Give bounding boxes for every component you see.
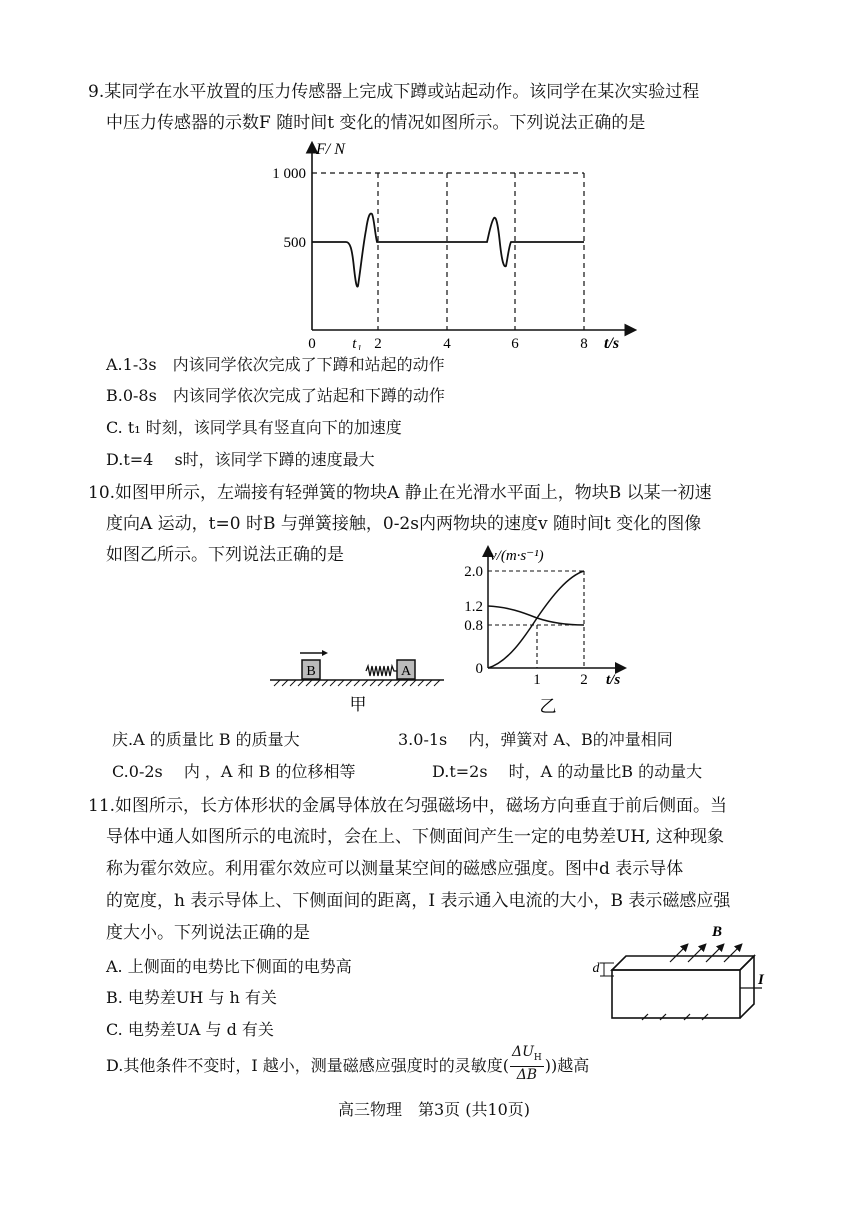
- q10-x-tick-1: 1: [533, 672, 541, 688]
- q11-frac-denominator: ΔB: [516, 1067, 538, 1084]
- q9-force-time-graph: [262, 138, 642, 350]
- q9-option-a[interactable]: A.1-3s 内该同学依次完成了下蹲和站起的动作: [106, 355, 445, 374]
- q10-caption-jia: 甲: [349, 695, 367, 714]
- q9-line-2: 中压力传感器的示数F 随时间t 变化的情况如图所示。下列说法正确的是: [106, 113, 646, 133]
- q10-line-3: 如图乙所示。下列说法正确的是: [106, 545, 344, 565]
- q11-frac-subscript: H: [533, 1052, 542, 1063]
- q10-y-axis-label: v/(m·s⁻¹): [490, 548, 544, 564]
- q10-curve-a: [488, 571, 584, 668]
- q9-force-curve: [312, 214, 584, 287]
- q10-option-d[interactable]: D.t=2s 时，A 的动量比B 的动量大: [432, 762, 703, 781]
- q9-x-axis-label: t/s: [604, 335, 620, 350]
- q11-option-d[interactable]: [106, 1042, 589, 1086]
- q10-option-b[interactable]: 3.0-1s 内，弹簧对 A、B的冲量相同: [398, 730, 673, 749]
- q11-label-b: B: [712, 924, 723, 940]
- q11-option-d-fraction: [510, 1044, 544, 1085]
- q10-option-c[interactable]: C.0-2s 内 ，A 和 B 的位移相等: [112, 762, 356, 781]
- q9-line-1: 9.某同学在水平放置的压力传感器上完成下蹲或站起动作。该同学在某次实验过程: [88, 82, 700, 102]
- q9-option-b[interactable]: B.0-8s 内该同学依次完成了站起和下蹲的动作: [106, 386, 445, 405]
- q10-x-tick-2: 2: [580, 672, 588, 688]
- q10-line-1: 10.如图甲所示，左端接有轻弹簧的物块A 静止在光滑水平面上，物块B 以某一初速: [88, 483, 712, 503]
- q11-frac-numerator: ΔU: [512, 1043, 534, 1060]
- q11-label-d: d: [592, 961, 600, 976]
- q10-block-b-label: B: [306, 664, 316, 679]
- q10-y-tick-1.2: 1.2: [464, 599, 483, 615]
- q10-y-tick-2.0: 2.0: [464, 564, 483, 580]
- q11-hall-effect-figure: [590, 918, 770, 1028]
- q9-x-tick-0: 0: [308, 336, 316, 350]
- q10-block-a-label: A: [400, 664, 412, 679]
- q11-option-c[interactable]: C. 电势差UA 与 d 有关: [106, 1020, 274, 1039]
- q10-curve-b: [488, 606, 584, 625]
- q9-x-tick-2: 2: [374, 336, 382, 350]
- q10-line-2: 度向A 运动，t=0 时B 与弹簧接触，0-2s内两物块的速度v 随时间t 变化的图像: [106, 514, 702, 534]
- q11-option-b[interactable]: B. 电势差UH 与 h 有关: [106, 988, 277, 1007]
- q9-x-tick-8: 8: [580, 336, 588, 350]
- q9-x-tick-t1: t₁: [352, 336, 362, 350]
- q10-y-tick-0.8: 0.8: [464, 618, 483, 634]
- q11-option-d-prefix: D.其他条件不变时，I 越小，测量磁感应强度时的灵敏度(: [106, 1055, 509, 1075]
- page-footer: 高三物理 第3页 (共10页): [337, 1100, 531, 1119]
- q9-option-c[interactable]: C. t₁ 时刻，该同学具有竖直向下的加速度: [106, 418, 402, 437]
- q11-line-5: 度大小。下列说法正确的是: [106, 923, 310, 943]
- q10-y-tick-0: 0: [475, 661, 483, 677]
- q10-fig-jia: [268, 640, 448, 720]
- q9-x-tick-4: 4: [443, 336, 451, 350]
- q10-option-a[interactable]: 庆.A 的质量比 B 的质量大: [112, 730, 300, 749]
- q11-conductor-front: [612, 970, 740, 1018]
- q10-velocity-time-graph: [448, 542, 648, 720]
- q9-x-tick-6: 6: [511, 336, 519, 350]
- q11-line-2: 导体中通人如图所示的电流时，会在上、下侧面间产生一定的电势差UH, 这种现象: [106, 827, 724, 847]
- q9-y-tick-500: 500: [283, 235, 306, 251]
- q10-caption-yi: 乙: [539, 697, 557, 716]
- q11-label-i: I: [758, 972, 764, 988]
- q11-line-3: 称为霍尔效应。利用霍尔效应可以测量某空间的磁感应强度。图中d 表示导体: [106, 859, 684, 879]
- q11-line-1: 11.如图所示，长方体形状的金属导体放在匀强磁场中，磁场方向垂直于前后侧面。当: [88, 796, 728, 816]
- q9-y-axis-label: F/ N: [316, 141, 345, 158]
- q11-option-d-suffix: ))越高: [544, 1055, 590, 1075]
- q10-spring: [366, 666, 397, 676]
- q11-line-4: 的宽度，h 表示导体上、下侧面间的距离，I 表示通入电流的大小，B 表示磁感应强: [106, 891, 731, 911]
- q11-option-a[interactable]: A. 上侧面的电势比下侧面的电势高: [106, 957, 352, 976]
- q9-y-tick-1000: 1 000: [272, 166, 306, 182]
- q10-x-axis-label: t/s: [606, 672, 621, 688]
- q9-option-d[interactable]: D.t=4 s时，该同学下蹲的速度最大: [106, 450, 375, 469]
